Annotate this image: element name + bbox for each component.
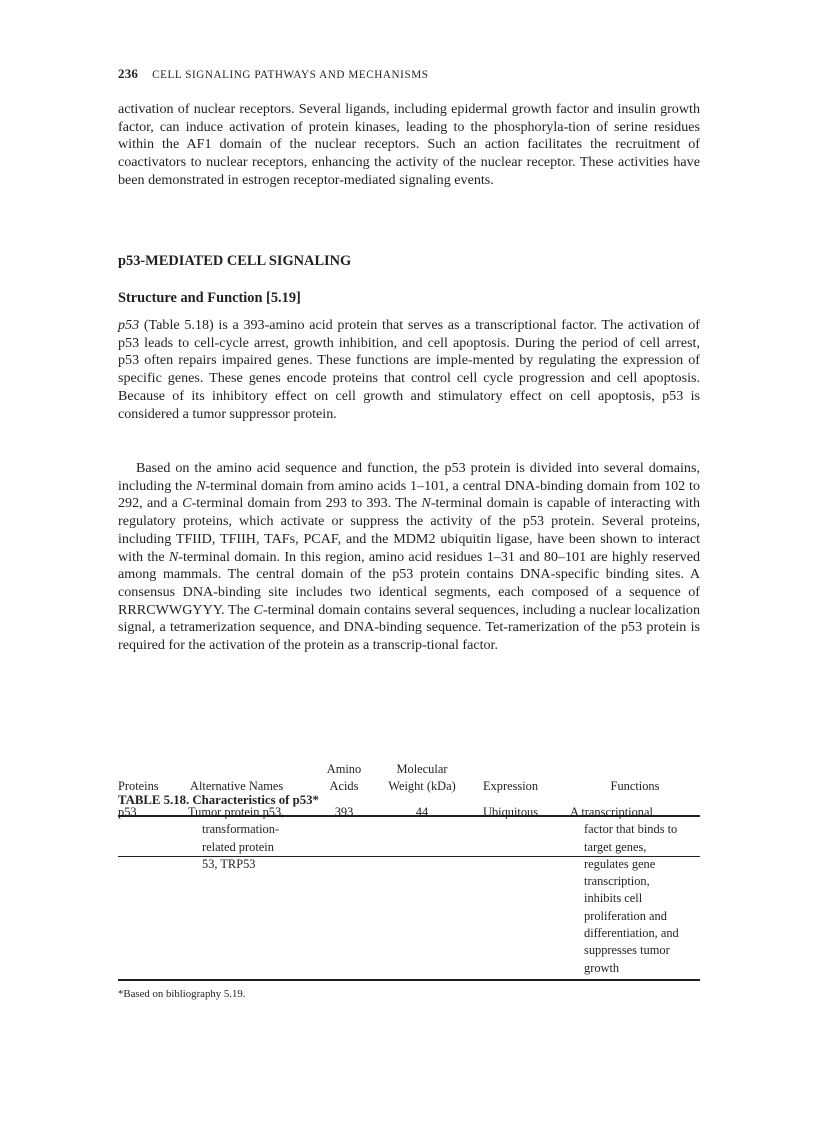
cell-functions	[570, 804, 700, 977]
structure-paragraph-1	[118, 317, 700, 423]
paragraph-text: (Table 5.18) is a 393-amino acid protein that serves as a transcriptional factor. The activation of p53 leads to cell-cycle arrest, growth inhibition, and cell apoptosis. During the period of cell arrest, p53 often repairs impaired genes. These functions are imple-mented by regulating the expression of specific genes. These genes encode proteins that control cell cycle progression and cell apoptosis. Because of its inhibitory effect on cell growth and stimulatory effect on cell apoptosis, p53 is considered a tumor suppressor protein.	[118, 317, 700, 422]
italic-c: C	[253, 601, 263, 618]
function-line: suppresses tumor	[584, 943, 670, 958]
col-header-molecular-weight	[376, 761, 468, 796]
intro-paragraph: activation of nuclear receptors. Several ligands, including epidermal growth factor and insulin growth factor, can induce activation of protein kinases, leading to the phosphoryla-tion of serine residues within the AF1 domain of the nuclear receptors. Such an action facilitates the recruitment of coactivators to nuclear receptors, enhancing the activity of the nuclear receptor. These activities have been demonstrated in estrogen receptor-mediated signaling events.	[118, 101, 700, 188]
function-line: regulates gene	[584, 856, 656, 871]
function-line: growth	[584, 960, 620, 975]
table-footnote: *Based on bibliography 5.19.	[118, 988, 246, 1000]
page-number: 236	[118, 66, 139, 81]
alt-name-line: related protein	[202, 839, 274, 854]
italic-n: N	[196, 477, 206, 494]
running-title: CELL SIGNALING PATHWAYS AND MECHANISMS	[152, 69, 429, 81]
col-header-amino-line1: Amino	[326, 762, 362, 776]
col-header-amino-acids	[318, 761, 370, 796]
running-header	[118, 66, 428, 82]
table-bottom-rule	[118, 979, 700, 981]
function-line: factor that binds to	[584, 822, 678, 837]
col-header-expression: Expression	[483, 779, 539, 793]
alt-name-line: 53, TRP53	[202, 856, 256, 871]
alt-name-line: Tumor protein p53,	[188, 805, 285, 819]
function-line: target genes,	[584, 839, 647, 854]
col-header-mw-line1: Molecular	[396, 762, 448, 776]
p53-term: p53	[118, 317, 140, 333]
cell-protein: p53	[118, 805, 137, 819]
function-line: differentiation, and	[584, 926, 679, 941]
col-header-alt-names: Alternative Names	[190, 779, 284, 793]
function-line: A transcriptional	[570, 805, 653, 819]
cell-expression: Ubiquitous	[483, 805, 539, 819]
function-line: transcription,	[584, 874, 650, 889]
italic-c: C	[182, 495, 192, 512]
subsection-heading: Structure and Function [5.19]	[118, 290, 301, 306]
col-header-mw-line2: Weight (kDa)	[388, 779, 456, 794]
cell-alt-names	[188, 804, 312, 873]
paragraph-text: -terminal domain contains several sequences, including a nuclear localization signal, a tetramerization sequence, and DNA-binding sequence. Tet-ramerization of the p53 protein is required for the activation of the protein as a transcrip-tional factor.	[118, 601, 700, 654]
col-header-proteins: Proteins	[118, 779, 159, 793]
paragraph-text: Based on the amino acid sequence and function, the p53 protein is divided into several domains, including the	[118, 460, 700, 494]
paragraph-text: -terminal domain from amino acids 1–101, a central DNA-binding domain from 102 to 292, and a	[118, 477, 700, 512]
col-header-functions: Functions	[610, 779, 660, 793]
paragraph-text: -terminal domain. In this region, amino acid residues 1–31 and 80–101 are highly reserved among mammals. The central domain of the p53 protein contains DNA-specific binding sites. A consensus DNA-binding site includes two identical segments, each composed of a sequence of RRRCWWGYYY. The	[118, 548, 700, 618]
cell-amino-acids: 393	[334, 805, 354, 819]
cell-molecular-weight: 44	[415, 805, 429, 819]
function-line: proliferation and	[584, 908, 667, 923]
table-caption: TABLE 5.18. Characteristics of p53*	[118, 793, 319, 807]
structure-paragraph-2	[118, 460, 700, 655]
section-heading: p53-MEDIATED CELL SIGNALING	[118, 253, 352, 269]
italic-n: N	[168, 548, 179, 565]
italic-n: N	[421, 495, 431, 512]
paragraph-text: -terminal domain from 293 to 393. The	[191, 495, 422, 512]
paragraph-text: -terminal domain is capable of interacting with regulatory proteins, which activate or suppress the activity of the p53 protein. Several proteins, including TFIID, TFIIH, TAFs, PCAF, and the MDM2 ubiquitin ligase, have been shown to interact with the	[118, 495, 701, 565]
function-line: inhibits cell	[584, 891, 643, 906]
col-header-amino-line2: Acids	[329, 779, 359, 794]
alt-name-line: transformation-	[202, 822, 280, 837]
